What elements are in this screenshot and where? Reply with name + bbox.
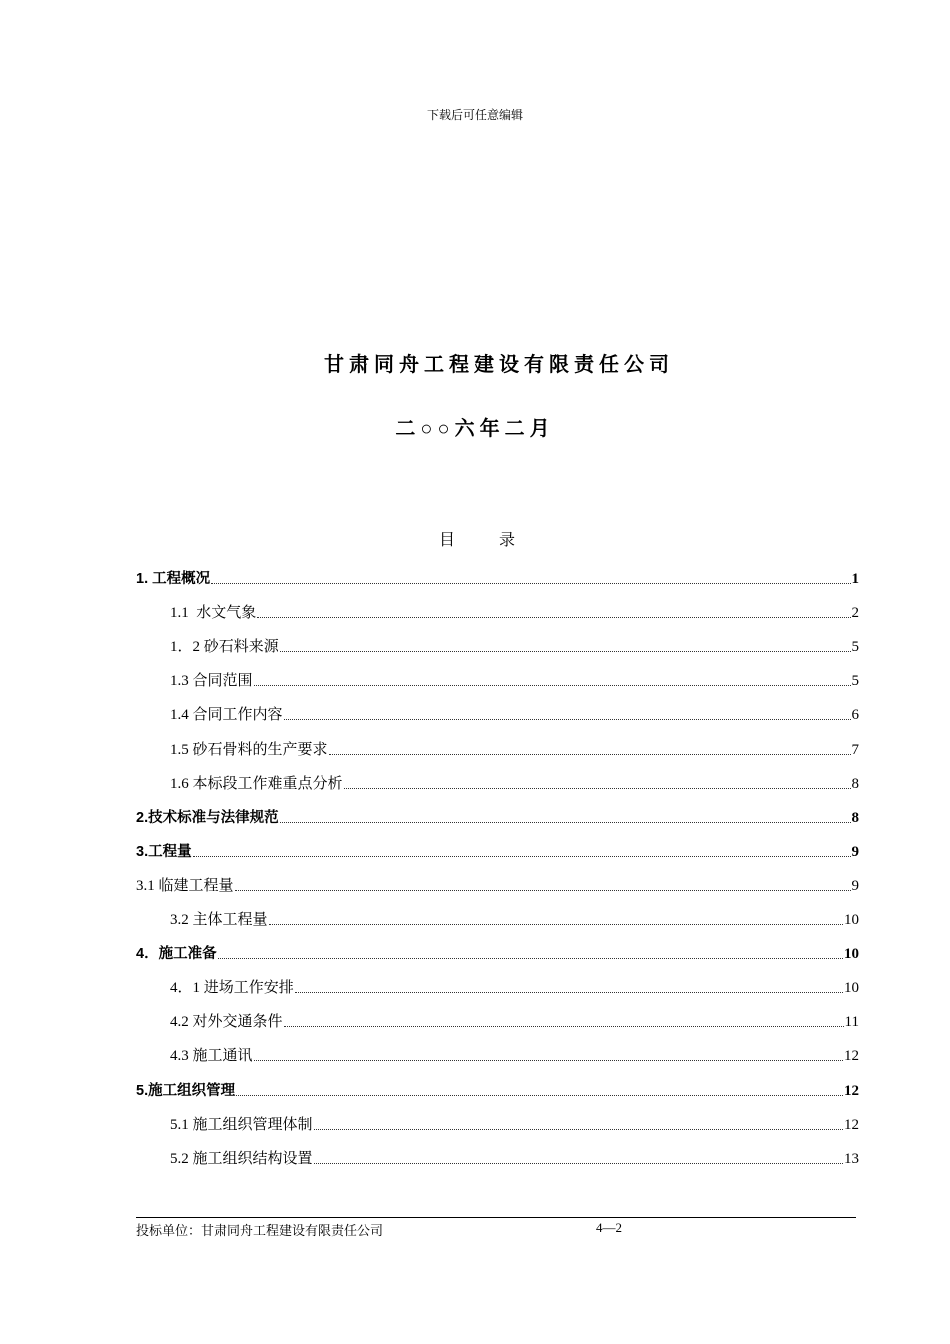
toc-dot-leader	[280, 650, 851, 652]
toc-entry-label: 5.施工组织管理	[136, 1082, 236, 1099]
toc-dot-leader	[295, 991, 843, 993]
toc-entry-label: 3.2 主体工程量	[170, 912, 268, 929]
toc-entry-page: 9	[851, 843, 859, 860]
toc-entry-page: 12	[844, 1082, 859, 1099]
toc-entry-label: 5.2 施工组织结构设置	[170, 1150, 313, 1167]
toc-entry[interactable]	[136, 830, 859, 864]
toc-dot-leader	[284, 718, 851, 720]
footer-divider	[136, 1217, 856, 1218]
toc-entry-label: 3.工程量	[136, 843, 192, 860]
toc-entry[interactable]	[136, 1137, 859, 1171]
toc-entry-page: 13	[844, 1150, 859, 1167]
toc-entry[interactable]	[136, 693, 859, 727]
toc-dot-leader	[280, 821, 851, 823]
toc-entry-page: 12	[844, 1116, 859, 1133]
toc-entry[interactable]	[136, 762, 859, 796]
toc-entry-label: 1.6 本标段工作难重点分析	[170, 775, 343, 792]
toc-entry[interactable]	[136, 1034, 859, 1068]
toc-entry[interactable]	[136, 659, 859, 693]
toc-entry-page: 10	[844, 980, 859, 997]
toc-entry-label: 1. 工程概况	[136, 571, 211, 588]
toc-entry-page: 10	[844, 946, 859, 963]
footer-bidder: 投标单位：甘肃同舟工程建设有限责任公司	[136, 1223, 384, 1238]
toc-dot-leader	[193, 855, 851, 857]
document-date: 二○○六年二月	[395, 418, 555, 440]
toc-dot-leader	[269, 923, 843, 925]
toc-dot-leader	[211, 582, 850, 584]
toc-entry-label: 4．1 进场工作安排	[170, 980, 294, 997]
toc-dot-leader	[254, 684, 851, 686]
toc-entry[interactable]	[136, 898, 859, 932]
toc-entry-page: 1	[851, 571, 859, 588]
toc-dot-leader	[235, 889, 851, 891]
toc-dot-leader	[314, 1162, 843, 1164]
toc-entry[interactable]	[136, 796, 859, 830]
toc-entry[interactable]	[136, 1000, 859, 1034]
toc-entry-page: 6	[851, 707, 859, 724]
toc-entry-label: 1.1 水文气象	[170, 605, 257, 622]
toc-entry-label: 1.4 合同工作内容	[170, 707, 283, 724]
header-note: 下载后可任意编辑	[426, 108, 523, 122]
company-name: 甘肃同舟工程建设有限责任公司	[324, 354, 674, 376]
toc-dot-leader	[314, 1128, 843, 1130]
toc-entry[interactable]	[136, 1103, 859, 1137]
toc-entry-page: 2	[851, 605, 859, 622]
toc-entry-page: 9	[851, 877, 859, 894]
toc-dot-leader	[218, 957, 843, 959]
toc-entry-label: 1.5 砂石骨料的生产要求	[170, 741, 328, 758]
footer-page-number: 4—2	[596, 1220, 622, 1235]
toc-entry-label: 4.3 施工通讯	[170, 1048, 253, 1065]
toc-entry[interactable]	[136, 1068, 859, 1102]
toc-entry-page: 12	[844, 1048, 859, 1065]
toc-entry-page: 10	[844, 912, 859, 929]
toc-entry-label: 2.技术标准与法律规范	[136, 809, 279, 826]
table-of-contents	[136, 557, 859, 1171]
toc-entry[interactable]	[136, 966, 859, 1000]
toc-entry-page: 7	[851, 741, 859, 758]
toc-entry-label: 4．施工准备	[136, 946, 217, 963]
toc-entry-page: 5	[851, 673, 859, 690]
toc-entry-page: 8	[851, 809, 859, 826]
toc-dot-leader	[257, 616, 850, 618]
toc-entry-label: 4.2 对外交通条件	[170, 1014, 283, 1031]
toc-entry-label: 5.1 施工组织管理体制	[170, 1116, 313, 1133]
toc-entry-page: 5	[851, 639, 859, 656]
toc-dot-leader	[284, 1025, 844, 1027]
toc-entry-label: 1.3 合同范围	[170, 673, 253, 690]
toc-dot-leader	[344, 787, 851, 789]
toc-dot-leader	[236, 1094, 843, 1096]
toc-entry-page: 11	[844, 1014, 859, 1031]
toc-entry-label: 3.1 临建工程量	[136, 877, 234, 894]
toc-entry[interactable]	[136, 557, 859, 591]
toc-dot-leader	[254, 1059, 843, 1061]
toc-entry[interactable]	[136, 591, 859, 625]
toc-title: 目录	[438, 532, 559, 549]
toc-entry-label: 1．2 砂石料来源	[170, 639, 279, 656]
toc-entry[interactable]	[136, 625, 859, 659]
toc-entry-page: 8	[851, 775, 859, 792]
toc-entry[interactable]	[136, 932, 859, 966]
toc-entry[interactable]	[136, 727, 859, 761]
toc-dot-leader	[329, 753, 851, 755]
toc-entry[interactable]	[136, 864, 859, 898]
